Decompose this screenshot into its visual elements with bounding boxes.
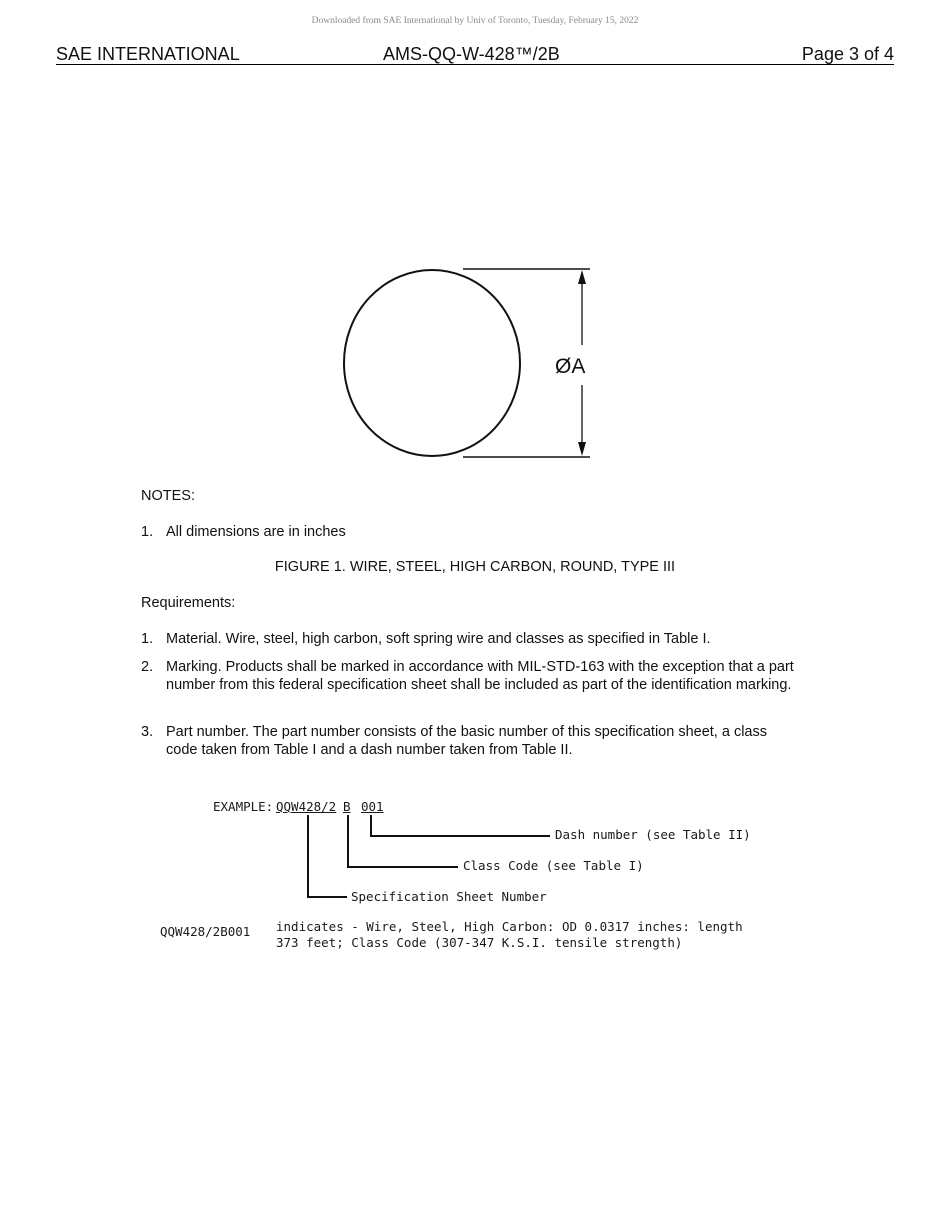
header-doc-id: AMS-QQ-W-428™/2B [383,44,560,64]
note-text: All dimensions are in inches [166,524,346,540]
dimension-arrow-bottom [578,442,586,456]
requirement-marking: Marking. Products shall be marked in accordance with MIL-STD-163 with the exception that a part number from this federal specification sheet shall be included as part of the identification marking. [166,659,794,693]
class-code-description: Class Code (see Table I) [463,858,644,873]
header-page-number: Page 3 of 4 [801,44,894,64]
requirement-number: 3. [141,724,154,740]
dash-leader-vertical [370,815,372,836]
header-org: SAE INTERNATIONAL [56,44,240,64]
example-part-number: QQW428/2B001 [160,924,251,939]
spec-leader-vertical [307,815,309,897]
example-indicates-line-1: indicates - Wire, Steel, High Carbon: OD 0.0317 inches: length [276,919,743,934]
example-dash-code: 001 [361,799,384,814]
example-spec-code: QQW428/2 [276,799,337,814]
example-label: EXAMPLE: [213,799,274,814]
requirement-number: 2. [141,659,154,675]
dash-number-description: Dash number (see Table II) [555,827,751,842]
page-header [56,44,894,65]
note-number: 1. [141,524,154,540]
dash-leader-horizontal [370,835,550,837]
class-leader-vertical [347,815,349,867]
spec-leader-horizontal [307,896,347,898]
requirements-heading: Requirements: [141,595,236,611]
wire-circle [344,270,520,456]
notes-heading: NOTES: [141,488,195,504]
requirement-number: 1. [141,631,154,647]
spec-sheet-description: Specification Sheet Number [351,889,547,904]
example-indicates-line-2: 373 feet; Class Code (307-347 K.S.I. tensile strength) [276,935,683,950]
download-watermark: Downloaded from SAE International by Univ of Toronto, Tuesday, February 15, 2022 [311,16,639,26]
wire-cross-section-figure [325,245,605,470]
requirement-material: Material. Wire, steel, high carbon, soft spring wire and classes as specified in Table I. [166,631,711,647]
figure-caption: FIGURE 1. WIRE, STEEL, HIGH CARBON, ROUND, TYPE III [274,559,676,575]
dimension-arrow-top [578,270,586,284]
requirement-part-number: Part number. The part number consists of the basic number of this specification sheet, a class code taken from Table I and a dash number taken from Table II. [166,724,767,758]
class-leader-horizontal [347,866,458,868]
dimension-label: ØA [555,355,586,378]
example-class-code: B [343,799,351,814]
